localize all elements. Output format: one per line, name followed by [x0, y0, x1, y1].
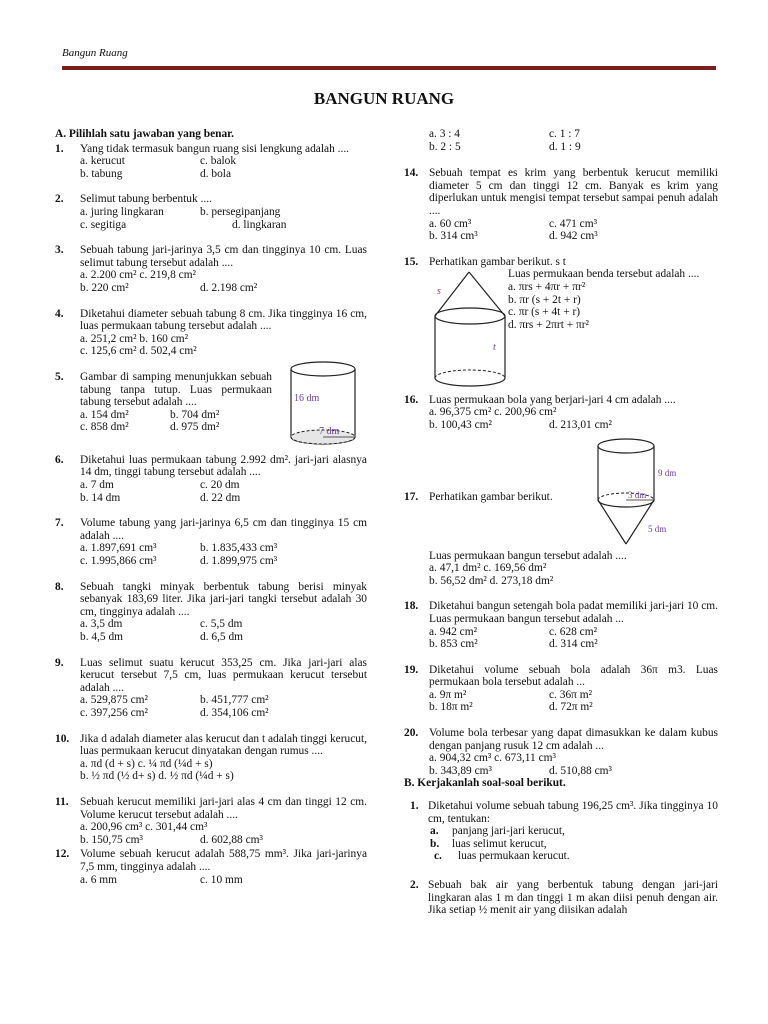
question-number: 12.	[55, 848, 70, 861]
option-d[interactable]: d. 72π m²	[549, 701, 593, 714]
question-1	[55, 143, 367, 181]
option-d[interactable]: d. 602,88 cm³	[200, 833, 263, 846]
question-19	[404, 664, 718, 714]
question-10	[55, 733, 367, 783]
question-15	[404, 256, 718, 388]
option-d[interactable]: d. 213,01 cm²	[549, 418, 612, 431]
question-text: Perhatikan gambar berikut.	[429, 490, 553, 503]
option-b[interactable]: b. 2 : 5	[429, 140, 461, 153]
essay-part-a	[428, 825, 718, 838]
option-d[interactable]: d. lingkaran	[232, 218, 287, 231]
option-b[interactable]: b. 451,777 cm²	[200, 694, 269, 707]
essay-1	[404, 800, 718, 863]
option-b[interactable]: b. tabung	[80, 167, 123, 180]
option-b[interactable]: b. 100,43 cm²	[429, 418, 492, 431]
part-text: luas permukaan kerucut.	[458, 850, 570, 863]
option-a-c[interactable]: a. 96,375 cm² c. 200,96 cm²	[429, 406, 557, 419]
question-11	[55, 796, 367, 846]
page-title: BANGUN RUANG	[313, 89, 455, 108]
option-b[interactable]: b. 18π m²	[429, 701, 473, 714]
option-a[interactable]: a. kerucut	[80, 155, 125, 168]
question-text: Diketahui luas permukaan tabung 2.992 dm². jari-jari alasnya 14 dm, tinggi tabung tersebut adalah ....	[80, 453, 367, 479]
part-letter: c.	[434, 850, 442, 863]
option-a-c[interactable]: a. πd (d + s) c. ¼ πd (¼d + s)	[80, 757, 213, 770]
option-d[interactable]: d. bola	[200, 167, 232, 180]
option-c[interactable]: c. 397,256 cm²	[80, 706, 148, 719]
option-d[interactable]: d. 354,106 cm²	[200, 706, 269, 719]
essay-2	[404, 879, 718, 917]
option-b[interactable]: b. 150,75 cm³	[80, 833, 143, 846]
question-4	[55, 308, 367, 358]
option-a[interactable]: a. 154 dm²	[80, 408, 129, 421]
option-b[interactable]: b. 704 dm²	[170, 408, 220, 421]
question-8	[55, 581, 367, 644]
option-c[interactable]: c. 10 mm	[200, 873, 243, 886]
question-text: Jika d adalah diameter alas kerucut dan t adalah tinggi kerucut, luas permukaan kerucut dinyatakan dengan rumus ....	[80, 732, 367, 758]
question-9	[55, 657, 367, 720]
essay-part-c	[428, 850, 718, 863]
part-letter: b.	[430, 837, 440, 850]
question-text: Luas permukaan bola yang berjari-jari 4 cm adalah ....	[429, 393, 676, 406]
essay-text: Sebuah bak air yang berbentuk tabung dengan jari-jari lingkaran alas 1 m dan tinggi 1 m akan diisi penuh dengan air. Jika setiap ½ menit air yang diisikan adalah	[428, 879, 718, 917]
part-letter: a.	[430, 825, 439, 838]
height-label: t	[493, 341, 496, 353]
option-c[interactable]: c. 858 dm²	[80, 421, 129, 434]
question-7	[55, 517, 367, 567]
question-number: 6.	[55, 453, 64, 466]
option-d[interactable]: d. πrs + 2πrt + πr²	[508, 318, 589, 331]
option-b[interactable]: b. 4,5 dm	[80, 631, 124, 643]
option-a[interactable]: a. 529,875 cm²	[80, 694, 148, 707]
question-text: Sebuah kerucut memiliki jari-jari alas 4 cm dan tinggi 12 cm. Volume kerucut tersebut adalah ....	[80, 795, 367, 821]
question-14	[404, 167, 718, 243]
question-number: 17.	[404, 490, 419, 503]
question-number: 18.	[404, 600, 419, 613]
question-number: 7.	[55, 517, 64, 530]
option-d[interactable]: d. 6,5 dm	[200, 631, 244, 643]
left-column	[55, 128, 367, 899]
option-b-d[interactable]: b. 56,52 dm² d. 273,18 dm²	[429, 574, 554, 587]
question-3	[55, 244, 367, 294]
option-a-c[interactable]: a. 2.200 cm² c. 219,8 cm²	[80, 269, 196, 282]
option-a[interactable]: a. 3,5 dm	[80, 618, 123, 631]
cone-on-cylinder-figure	[429, 270, 513, 388]
option-c[interactable]: c. 36π m²	[549, 688, 593, 701]
option-c[interactable]: c. balok	[200, 155, 237, 168]
option-b[interactable]: b. 343,89 cm³	[429, 764, 492, 777]
question-number: 16.	[404, 393, 419, 406]
option-b[interactable]: b. πr (s + 2t + r)	[508, 293, 581, 306]
option-d[interactable]: d. 1 : 9	[549, 140, 581, 153]
question-17	[404, 491, 629, 504]
option-a-c[interactable]: a. 47,1 dm² c. 169,56 dm²	[429, 562, 547, 575]
option-d[interactable]: d. 22 dm	[200, 491, 241, 504]
option-d[interactable]: d. 510,88 cm³	[549, 764, 612, 777]
question-text: Perhatikan gambar berikut. s t	[429, 255, 566, 268]
option-c[interactable]: c. 471 cm³	[549, 217, 598, 230]
question-number: 4.	[55, 307, 64, 320]
essay-part-b	[428, 838, 718, 851]
question-number: 11.	[55, 795, 69, 808]
option-a[interactable]: a. 60 cm³	[429, 217, 472, 230]
height-label: 9 dm	[658, 467, 677, 478]
radius-label: 7 dm	[319, 425, 340, 437]
option-c[interactable]: c. segitiga	[80, 218, 127, 231]
option-b[interactable]: b. 14 dm	[80, 491, 121, 504]
question-number: 3.	[55, 244, 64, 257]
part-text: panjang jari-jari kerucut,	[452, 825, 565, 838]
question-text: Volume bola terbesar yang dapat dimasukkan ke dalam kubus dengan panjang rusuk 12 cm adalah ...	[429, 727, 718, 752]
option-c[interactable]: c. πr (s + 4t + r)	[508, 306, 581, 319]
question-number: 14.	[404, 167, 419, 180]
question-text: Diketahui bangun setengah bola padat memiliki jari-jari 10 cm. Luas permukaan bangun tersebut adalah ...	[429, 600, 718, 625]
option-a[interactable]: a. 7 dm	[80, 479, 114, 492]
option-b-d[interactable]: b. ½ πd (½ d+ s) d. ½ πd (¼d + s)	[80, 770, 234, 783]
section-b-heading: B. Kerjakanlah soal-soal berikut.	[404, 777, 566, 790]
question-number: 20.	[404, 727, 419, 740]
question-text: Selimut tabung berbentuk ....	[80, 193, 212, 206]
question-20	[404, 727, 718, 777]
question-16	[404, 394, 718, 432]
question-text: Yang tidak termasuk bangun ruang sisi lengkung adalah ....	[80, 142, 350, 155]
question-number: 8.	[55, 580, 64, 593]
option-d[interactable]: d. 2.198 cm²	[200, 281, 258, 294]
question-number: 19.	[404, 663, 419, 676]
header-divider	[62, 66, 716, 70]
option-b[interactable]: b. persegipanjang	[200, 205, 281, 218]
option-a-b[interactable]: a. 251,2 cm² b. 160 cm²	[80, 332, 189, 345]
question-6	[55, 454, 367, 504]
question-text: Sebuah tabung jari-jarinya 3,5 cm dan tingginya 10 cm. Luas selimut tabung tersebut adalah ....	[80, 244, 367, 269]
option-c-d[interactable]: c. 125,6 cm² d. 502,4 cm²	[80, 345, 197, 358]
question-text: Volume tabung yang jari-jarinya 6,5 cm dan tingginya 15 cm adalah ....	[80, 517, 367, 542]
option-d[interactable]: d. 1.899,975 cm³	[200, 555, 278, 568]
question-text: Diketahui volume sebuah bola adalah 36π m3. Luas permukaan bola tersebut adalah ...	[429, 663, 718, 689]
question-17-figure-area	[404, 436, 718, 548]
page-header-text: Bangun Ruang	[62, 47, 128, 59]
essay-number: 1.	[410, 800, 419, 813]
question-subtext: Luas permukaan benda tersebut adalah ....	[508, 268, 700, 281]
essay-text: Diketahui volume sebuah tabung 196,25 cm³. Jika tingginya 10 cm, tentukan:	[428, 800, 718, 825]
section-a-heading: A. Pilihlah satu jawaban yang benar.	[55, 128, 235, 140]
option-a-c[interactable]: a. 904,32 cm³ c. 673,11 cm³	[429, 752, 556, 765]
option-c[interactable]: c. 1 : 7	[549, 128, 581, 140]
question-text: Volume sebuah kerucut adalah 588,75 mm³. Jika jari-jarinya 7,5 mm, tingginya adalah ....	[80, 848, 367, 873]
question-18	[404, 600, 718, 650]
slant-label: s	[437, 285, 441, 297]
option-a[interactable]: a. 6 mm	[80, 873, 118, 886]
question-number: 2.	[55, 193, 64, 206]
question-text: Diketahui diameter sebuah tabung 8 cm. Jika tingginya 16 cm, luas permukaan tabung tersebut adalah ....	[80, 307, 367, 333]
question-17-body	[404, 550, 718, 588]
right-column	[404, 128, 718, 929]
option-c[interactable]: c. 20 dm	[200, 479, 240, 492]
option-b[interactable]: b. 314 cm³	[429, 230, 478, 243]
question-text: Sebuah tangki minyak berbentuk tabung berisi minyak sebanyak 183,69 liter. Jika jari-jari tangki tersebut adalah 30 cm, tingginya adalah ....	[80, 580, 367, 618]
option-a[interactable]: a. πrs + 4πr + πr²	[508, 280, 586, 293]
part-text: luas selimut kerucut,	[452, 837, 547, 850]
open-cylinder-figure	[285, 359, 365, 459]
slant-label: 5 dm	[648, 523, 667, 534]
question-12	[55, 848, 367, 886]
question-text: Gambar di samping menunjukkan sebuah tabung tanpa tutup. Luas permukaan tabung tersebut adalah ....	[80, 370, 272, 409]
radius-label: 3 dm	[628, 489, 647, 500]
question-number: 10.	[55, 732, 70, 745]
option-d[interactable]: d. 975 dm²	[170, 421, 220, 434]
option-b[interactable]: b. 1.835,433 cm³	[200, 542, 278, 555]
option-a[interactable]: a. 9π m²	[429, 688, 467, 701]
height-label: 16 dm	[294, 392, 320, 404]
question-subtext: Luas permukaan bangun tersebut adalah ....	[429, 549, 627, 562]
question-number: 9.	[55, 656, 64, 669]
option-a[interactable]: a. 942 cm²	[429, 625, 478, 638]
question-13-options	[404, 128, 718, 153]
option-c[interactable]: c. 628 cm²	[549, 625, 598, 638]
option-a-c[interactable]: a. 200,96 cm³ c. 301,44 cm³	[80, 821, 208, 834]
option-d[interactable]: d. 942 cm³	[549, 230, 598, 243]
option-b[interactable]: b. 853 cm²	[429, 638, 478, 651]
question-text: Luas selimut suatu kerucut 353,25 cm. Jika jari-jari alas kerucut tersebut 7,5 cm, luas permukaan kerucut tersebut adalah ....	[80, 656, 367, 694]
option-b[interactable]: b. 220 cm²	[80, 281, 129, 294]
essay-number: 2.	[410, 879, 419, 891]
option-a[interactable]: a. 1.897,691 cm³	[80, 542, 157, 555]
option-a[interactable]: a. juring lingkaran	[80, 205, 164, 218]
question-2	[55, 193, 367, 231]
question-number: 15.	[404, 255, 419, 268]
option-c[interactable]: c. 1.995,866 cm³	[80, 555, 157, 568]
option-d[interactable]: d. 314 cm²	[549, 638, 598, 651]
option-c[interactable]: c. 5,5 dm	[200, 618, 243, 631]
question-number: 5.	[55, 370, 64, 383]
question-number: 1.	[55, 142, 64, 155]
question-text: Sebuah tempat es krim yang berbentuk kerucut memiliki diameter 5 cm dan tinggi 12 cm. Banyak es krim yang diperlukan untuk mengisi tempat tersebut sampai penuh adalah ....	[429, 167, 718, 217]
option-a[interactable]: a. 3 : 4	[429, 128, 461, 140]
question-5	[55, 370, 367, 437]
